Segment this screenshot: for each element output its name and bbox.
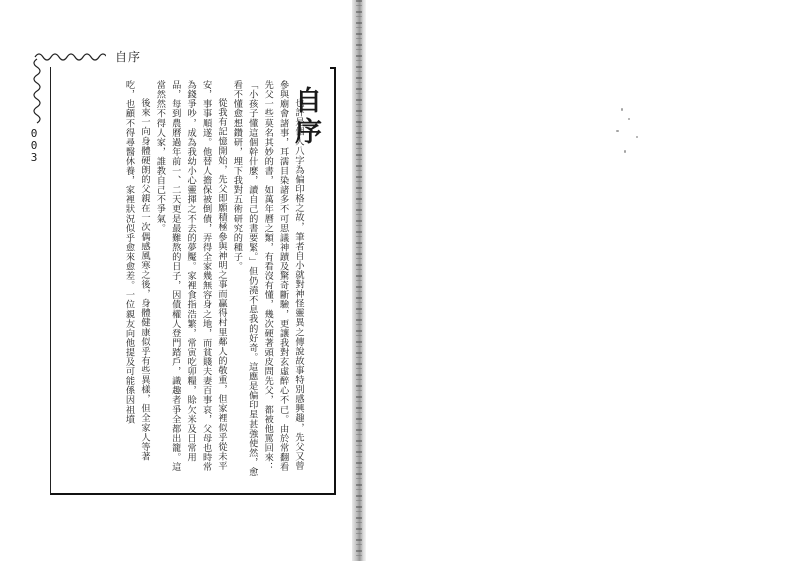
wave-ornament-side [30,58,44,128]
left-page [0,0,352,561]
right-page-blank [366,0,793,561]
wave-ornament-header [34,50,106,64]
paragraph-3: 後來一向身體硬朗的父親在一次偶感風寒之後，身體健康似乎有些異樣，但全家人等著吃，也顧不得尋醫休養，家裡狀況似乎愈來愈差。一位親友向他提及可能係因祖墳 [123,80,150,462]
scan-speckle [628,118,630,120]
scan-speckle [621,108,623,111]
frame-corner [330,67,335,69]
page-number: 003 [30,127,38,164]
scan-speckle [616,130,619,132]
gutter-scan-noise [356,0,362,561]
paragraph-2: 從我有記憶開始，先父即願積極參與神明之事而贏得村里鄰人的敬重，但家裡似乎從未平安，事事順遂。他替人擔保被倒債，弄得全家幾無容身之地，而貧賤夫妻百事哀，父母也時常為錢爭吵，成為我幼小心靈揮之不去的夢魘。家裡食指浩繁，常寅吃卯糧，賒欠米及日常用品，每到農曆過年前一、二天更是最難熬的日子，因債權人登門踏戶，識趣者爭全都出籠。這當然然不得人家，誰教自己不爭氣。 [154,80,227,472]
scan-speckle [636,136,638,138]
chapter-title: 自序 [290,86,321,148]
paragraph-1: 也許是個人八字為偏印格之故，筆者自小就對神怪靈異之傳說故事特別感興趣，先父又曾參與廟會諸事，耳濡目染諸多不可思議神蹟及驚奇斷驗，更讓我對玄虛醉心不已。由於常翻看先父一些莫名其妙的書，如萬年曆之類，有看沒有懂，幾次硬著頭皮問先父，都被他罵回來：「小孩子懂這個幹什麼，讀自己的書要緊。」但仍澆不息我的好奇。這應是偏印星甚強使然，愈看不懂愈想鑽研，埋下我對五術研究的種子。 [231,80,304,477]
running-header-title: 自序 [115,50,142,64]
preface-body [58,80,306,480]
scan-speckle [624,150,626,153]
